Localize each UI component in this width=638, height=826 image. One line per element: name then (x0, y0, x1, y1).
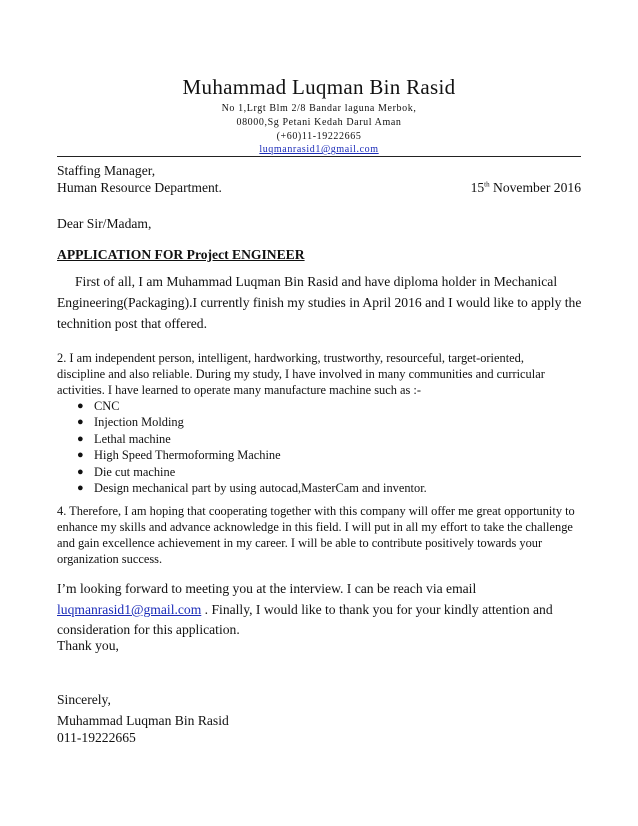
skills-list (75, 398, 427, 496)
paragraph-2-line-2: discipline and also reliable. During my study, I have involved in many communities and curricular (57, 367, 545, 381)
paragraph-5-line-1: I’m looking forward to meeting you at the interview. I can be reach via email (57, 581, 477, 596)
paragraph-5-line-3: consideration for this application. (57, 622, 240, 637)
paragraph-5-line-2-text: . Finally, I would like to thank you for your kindly attention and (201, 602, 553, 617)
paragraph-5-line-2 (57, 602, 553, 618)
header-divider (57, 156, 581, 157)
list-item (75, 480, 427, 496)
closing-sincerely: Sincerely, (57, 692, 111, 707)
paragraph-2-line-1: 2. I am independent person, intelligent, hardworking, trustworthy, resourceful, target-oriented, (57, 351, 524, 365)
applicant-name: Muhammad Luqman Bin Rasid (182, 75, 456, 99)
paragraph-4-line-4: organization success. (57, 552, 163, 566)
bullet-icon: ● (77, 432, 84, 445)
list-item (75, 398, 427, 414)
recipient-department: Human Resource Department. (57, 180, 222, 195)
header-phone: (+60)11-19222665 (276, 131, 362, 142)
bullet-icon: ● (77, 400, 84, 412)
skill-text: High Speed Thermoforming Machine (94, 448, 281, 463)
list-item (75, 431, 427, 447)
bullet-icon: ● (77, 416, 84, 429)
list-item (75, 464, 427, 480)
skill-text: Injection Molding (94, 415, 184, 430)
date-day: 15 (470, 180, 485, 195)
date-suffix: th (484, 180, 490, 189)
paragraph-4-line-2: enhance my skills and advance acknowledge in this field. I will put in all my effort to take the challenge (57, 520, 573, 534)
paragraph-4-line-1: 4. Therefore, I am hoping that cooperating together with this company will offer me great opportunity to (57, 504, 575, 518)
paragraph-2-line-3: activities. I have learned to operate many manufacture machine such as :- (57, 383, 421, 397)
bullet-icon: ● (77, 449, 84, 462)
address-line-1: No 1,Lrgt Blm 2/8 Bandar laguna Merbok, (221, 103, 417, 114)
signature-phone: 011-19222665 (57, 730, 136, 745)
skill-text: Lethal machine (94, 431, 171, 446)
skill-text: Die cut machine (94, 464, 176, 479)
skill-text: Design mechanical part by using autocad,MasterCam and inventor. (94, 480, 427, 495)
paragraph-4-line-3: and gain excellence achievement in my career. I will be able to contribute positively towards your (57, 536, 543, 550)
date-month-year: November 2016 (489, 180, 581, 195)
list-item (75, 414, 427, 430)
skill-text: CNC (94, 399, 120, 413)
letter-date (471, 180, 581, 196)
address-line-2: 08000,Sg Petani Kedah Darul Aman (236, 117, 402, 128)
paragraph-1-line-2: Engineering(Packaging).I currently finish my studies in April 2016 and I would like to apply the (57, 295, 582, 310)
signature-name: Muhammad Luqman Bin Rasid (57, 713, 229, 728)
thanks-line: Thank you, (57, 638, 119, 653)
bullet-icon: ● (77, 465, 84, 478)
salutation: Dear Sir/Madam, (57, 216, 152, 231)
list-item (75, 447, 427, 463)
body-email-link[interactable]: luqmanrasid1@gmail.com (57, 602, 202, 617)
paragraph-1-line-1: First of all, I am Muhammad Luqman Bin Rasid and have diploma holder in Mechanical (75, 274, 558, 289)
header-email-link[interactable]: luqmanrasid1@gmail.com (259, 144, 379, 155)
subject-line: APPLICATION FOR Project ENGINEER (57, 247, 305, 262)
bullet-icon: ● (77, 481, 84, 494)
paragraph-1-line-3: technition post that offered. (57, 316, 207, 331)
recipient-title: Staffing Manager, (57, 163, 156, 178)
